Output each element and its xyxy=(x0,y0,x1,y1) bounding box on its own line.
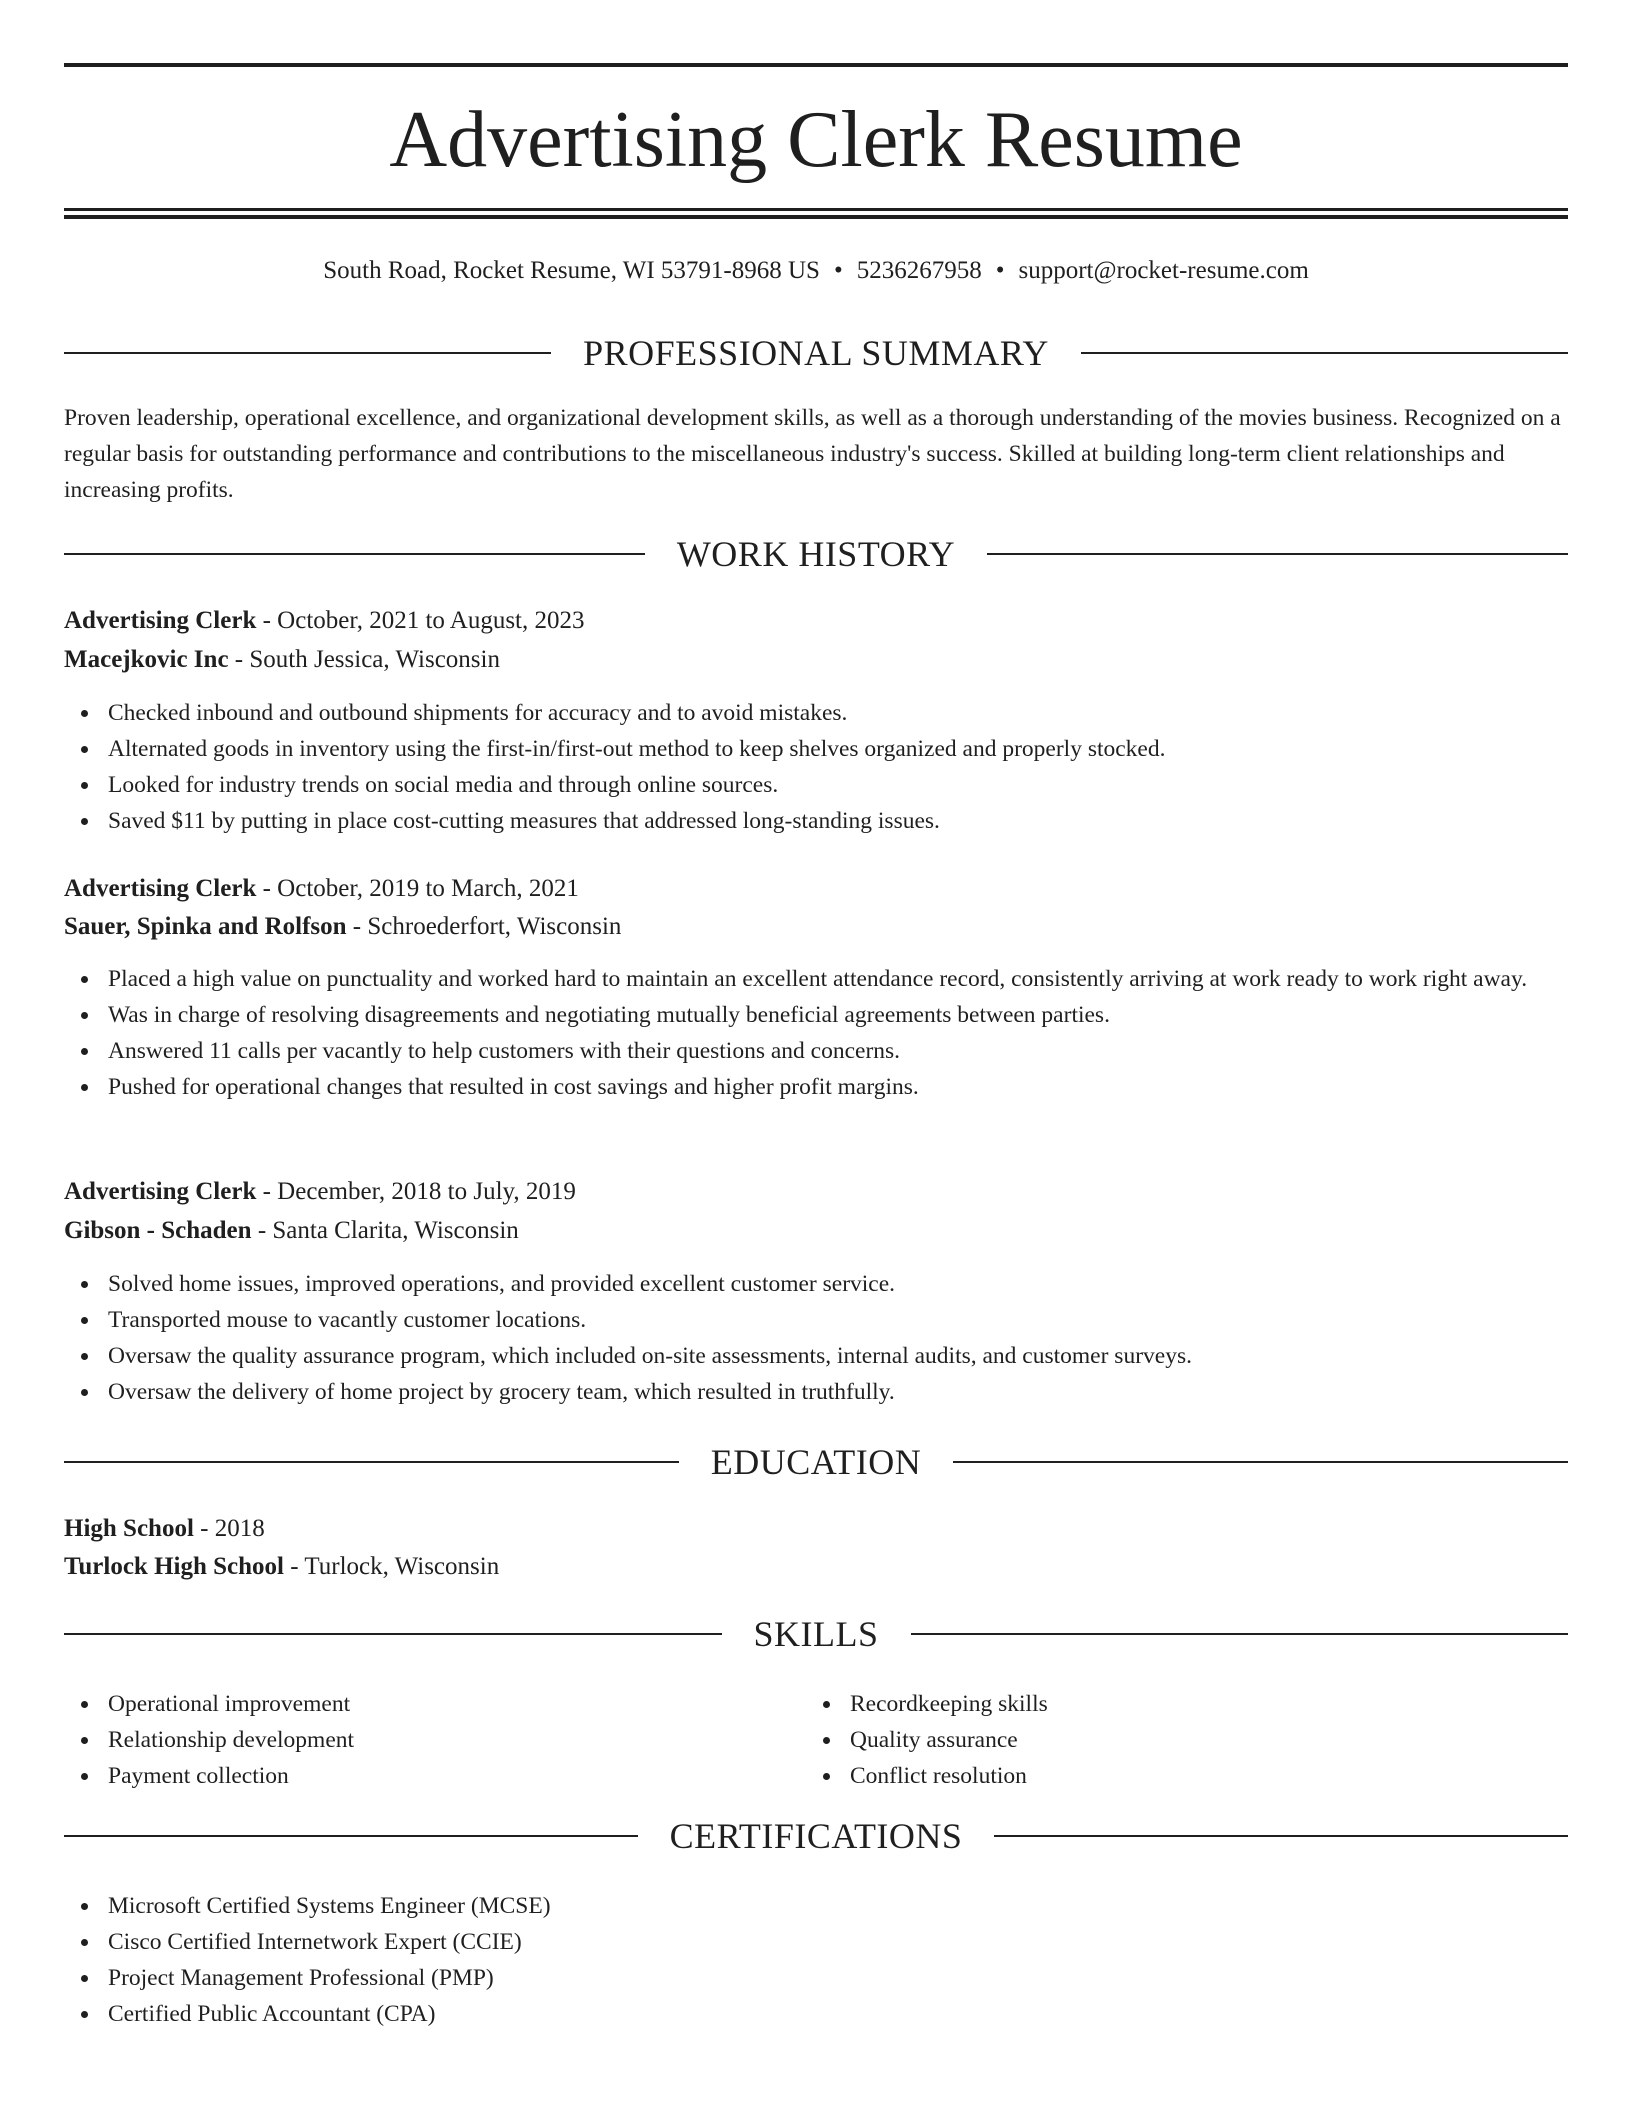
education-degree: High School xyxy=(64,1515,194,1542)
list-item: Saved $11 by putting in place cost-cutting measures that addressed long-standing issues. xyxy=(64,803,1568,839)
certifications-list xyxy=(64,1888,1568,2032)
bullet-icon xyxy=(81,1048,88,1055)
job-title-line xyxy=(64,871,1568,907)
job-bullets xyxy=(64,1266,1568,1410)
bullet-icon xyxy=(81,710,88,717)
list-item: Oversaw the quality assurance program, which included on-site assessments, internal audits, and customer surveys. xyxy=(64,1338,1568,1374)
heading-rule-right xyxy=(987,553,1568,555)
heading-rule-left xyxy=(64,352,551,354)
education-school-line xyxy=(64,1549,1568,1585)
bullet-icon xyxy=(81,1281,88,1288)
job-title: Advertising Clerk xyxy=(64,1178,257,1205)
bullet-icon xyxy=(81,782,88,789)
job-location: - Schroederfort, Wisconsin xyxy=(346,913,622,940)
bullet-icon xyxy=(81,1903,88,1910)
list-item: Operational improvement xyxy=(64,1686,1568,1722)
bullet-icon xyxy=(823,1737,830,1744)
job-bullets xyxy=(64,961,1568,1105)
list-item: Answered 11 calls per vacantly to help customers with their questions and concerns. xyxy=(64,1033,1568,1069)
list-item: Was in charge of resolving disagreements and negotiating mutually beneficial agreements between parties. xyxy=(64,997,1568,1033)
bullet-icon xyxy=(81,1701,88,1708)
heading-rule-right xyxy=(994,1835,1568,1837)
section-title: CERTIFICATIONS xyxy=(669,1816,963,1856)
job-location: - South Jessica, Wisconsin xyxy=(228,646,500,673)
bullet-icon xyxy=(81,1737,88,1744)
education-degree-line xyxy=(64,1511,1568,1547)
bullet-icon xyxy=(81,1084,88,1091)
job-company: Macejkovic Inc xyxy=(64,646,229,673)
list-item: Relationship development xyxy=(64,1722,1568,1758)
list-item: Payment collection xyxy=(64,1758,1568,1794)
bullet-icon xyxy=(81,2011,88,2018)
heading-rule-right xyxy=(1081,352,1568,354)
resume-title: Advertising Clerk Resume xyxy=(389,96,1243,184)
bullet-icon xyxy=(81,1389,88,1396)
heading-rule-right xyxy=(911,1633,1569,1635)
job-dates: - December, 2018 to July, 2019 xyxy=(256,1178,576,1205)
bullet-icon xyxy=(81,818,88,825)
job-location: - Santa Clarita, Wisconsin xyxy=(251,1217,519,1244)
job-title: Advertising Clerk xyxy=(64,607,257,634)
job-title-line xyxy=(64,603,1568,639)
list-item: Cisco Certified Internetwork Expert (CCIE) xyxy=(64,1924,1568,1960)
list-item: Placed a high value on punctuality and worked hard to maintain an excellent attendance record, consistently arriving at work ready to work right away. xyxy=(64,961,1568,997)
contact-phone: 5236267958 xyxy=(856,257,982,284)
section-heading-summary xyxy=(64,331,1568,375)
heading-rule-left xyxy=(64,1835,638,1837)
job-dates: - October, 2021 to August, 2023 xyxy=(256,607,585,634)
contact-line xyxy=(64,253,1568,289)
section-title: EDUCATION xyxy=(710,1442,922,1482)
list-item: Quality assurance xyxy=(806,1722,1632,1758)
bullet-icon xyxy=(81,1975,88,1982)
list-item: Pushed for operational changes that resulted in cost savings and higher profit margins. xyxy=(64,1069,1568,1105)
list-item: Solved home issues, improved operations, and provided excellent customer service. xyxy=(64,1266,1568,1302)
job-title-line xyxy=(64,1174,1568,1210)
list-item: Alternated goods in inventory using the first-in/first-out method to keep shelves organized and properly stocked. xyxy=(64,731,1568,767)
education-location: - Turlock, Wisconsin xyxy=(283,1553,500,1580)
heading-rule-right xyxy=(953,1461,1568,1463)
summary-text: Proven leadership, operational excellence, and organizational development skills, as well as a thorough understanding of the movies business. Recognized on a regular basis for outstanding performance and contributions to the miscellaneous industry's success. Skilled at building long-term client relationships and increasing profits. xyxy=(64,405,1561,503)
bullet-icon xyxy=(81,1939,88,1946)
section-heading-certifications xyxy=(64,1814,1568,1858)
list-item: Microsoft Certified Systems Engineer (MCSE) xyxy=(64,1888,1568,1924)
list-item: Checked inbound and outbound shipments for accuracy and to avoid mistakes. xyxy=(64,695,1568,731)
title-double-rule-upper xyxy=(64,208,1568,211)
bullet-icon xyxy=(81,746,88,753)
heading-rule-left xyxy=(64,553,645,555)
title-double-rule-lower xyxy=(64,215,1568,219)
heading-rule-left xyxy=(64,1461,679,1463)
bullet-icon xyxy=(823,1773,830,1780)
list-item: Recordkeeping skills xyxy=(806,1686,1632,1722)
job-bullets xyxy=(64,695,1568,839)
bullet-icon xyxy=(81,1353,88,1360)
section-title: PROFESSIONAL SUMMARY xyxy=(583,333,1049,373)
top-rule xyxy=(64,63,1568,67)
education-school: Turlock High School xyxy=(64,1553,284,1580)
job-dates: - October, 2019 to March, 2021 xyxy=(256,875,579,902)
section-title: WORK HISTORY xyxy=(676,534,956,574)
contact-separator: • xyxy=(995,257,1005,284)
list-item: Transported mouse to vacantly customer locations. xyxy=(64,1302,1568,1338)
bullet-icon xyxy=(81,976,88,983)
job-company-line xyxy=(64,909,1568,945)
list-item: Project Management Professional (PMP) xyxy=(64,1960,1568,1996)
job-company-line xyxy=(64,1213,1568,1249)
job-company: Gibson - Schaden xyxy=(64,1217,252,1244)
list-item: Conflict resolution xyxy=(806,1758,1632,1794)
education-year: - 2018 xyxy=(193,1515,265,1542)
bullet-icon xyxy=(81,1012,88,1019)
bullet-icon xyxy=(81,1317,88,1324)
section-title: SKILLS xyxy=(753,1614,879,1654)
job-company: Sauer, Spinka and Rolfson xyxy=(64,913,347,940)
section-heading-education xyxy=(64,1440,1568,1484)
section-heading-skills xyxy=(64,1612,1568,1656)
job-title: Advertising Clerk xyxy=(64,875,257,902)
contact-separator: • xyxy=(833,257,843,284)
list-item: Certified Public Accountant (CPA) xyxy=(64,1996,1568,2032)
contact-address: South Road, Rocket Resume, WI 53791-8968 US xyxy=(323,257,820,284)
skills-list-right xyxy=(806,1686,1632,1794)
job-company-line xyxy=(64,642,1568,678)
section-heading-work-history xyxy=(64,532,1568,576)
bullet-icon xyxy=(81,1773,88,1780)
bullet-icon xyxy=(823,1701,830,1708)
contact-email: support@rocket-resume.com xyxy=(1018,257,1309,284)
list-item: Looked for industry trends on social media and through online sources. xyxy=(64,767,1568,803)
heading-rule-left xyxy=(64,1633,722,1635)
list-item: Oversaw the delivery of home project by grocery team, which resulted in truthfully. xyxy=(64,1374,1568,1410)
